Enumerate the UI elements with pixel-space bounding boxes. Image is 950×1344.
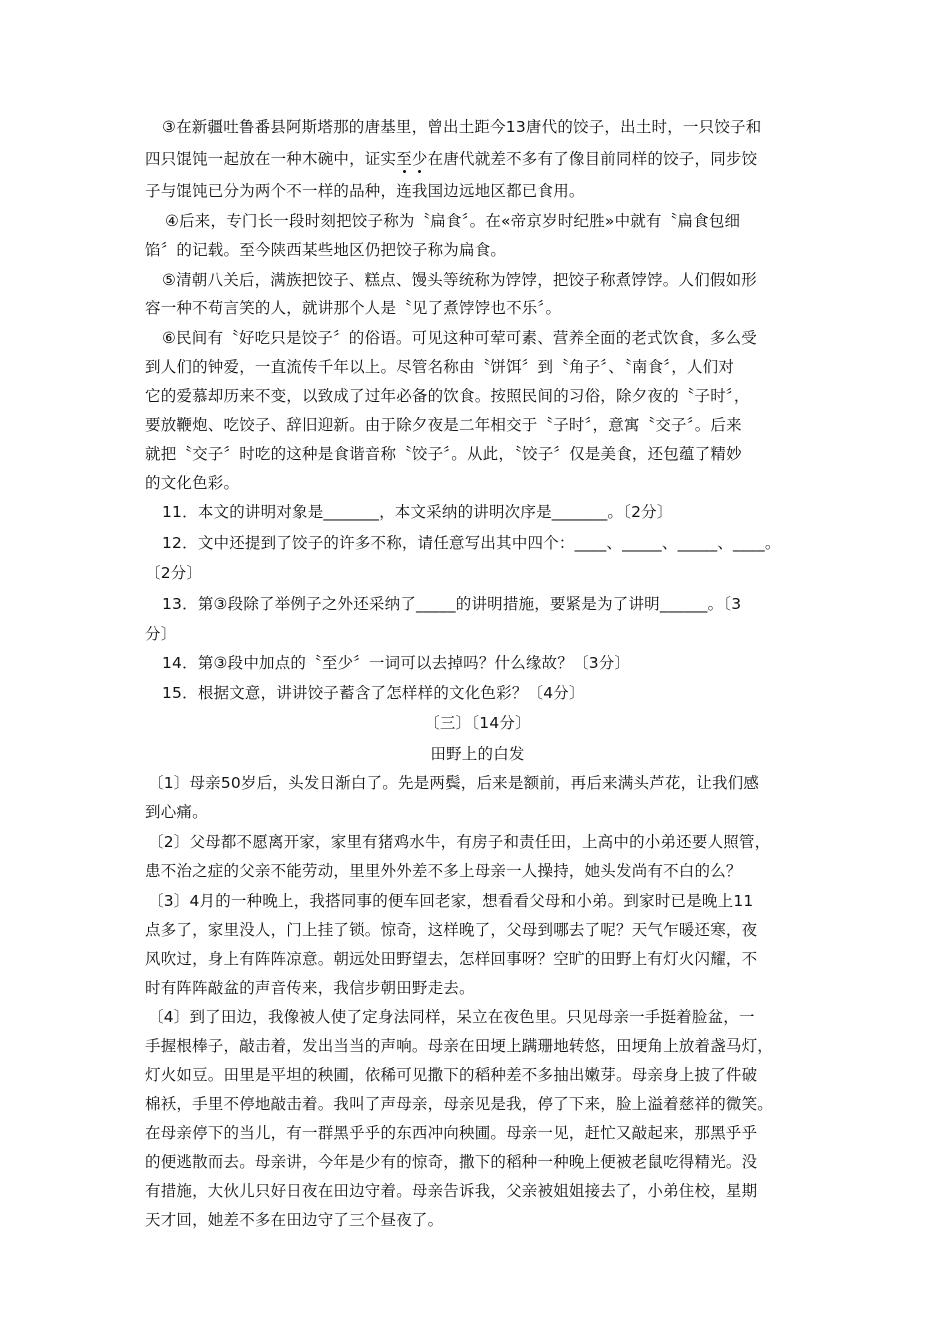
article-paragraph-2-line-1: 〔2〕父母都不愿离开家，家里有猪鸡水牛，有房子和责任田，上高中的小弟还要人照管， [148, 833, 771, 851]
article-paragraph-4-line-7: 有措施，大伙儿只好日夜在田边守着。母亲告诉我，父亲被姐姐接去了，小弟住校，星期 [145, 1182, 758, 1200]
article-paragraph-4-line-8: 天才回，她差不多在田边守了三个昼夜了。 [145, 1211, 444, 1229]
question-12-score: 〔2分〕 [145, 564, 203, 582]
paragraph-6-line-2: 到人们的钟爱，一直流传千年以上。尽管名称由〝饼饵〞到〝角子〞、〝南食〞，人们对 [145, 358, 735, 376]
paragraph-6-line-4: 要放鞭炮、吃饺子、辞旧迎新。由于除夕夜是二年相交于〝子时〞，意寓〝交子〞。后来 [145, 416, 742, 434]
article-paragraph-1-line-1: 〔1〕母亲50岁后，头发日渐白了。先是两鬓，后来是额前，再后来满头芦花，让我们感 [148, 774, 760, 792]
article-paragraph-3-line-4: 时有阵阵敲盆的声音传来，我信步朝田野走去。 [145, 979, 475, 997]
paragraph-5-line-2: 容一种不苟言笑的人，就讲那个人是〝见了煮饽饽也不乐〞。 [145, 299, 562, 317]
question-15: 15．根据文意，讲讲饺子蓄含了怎样样的文化色彩？〔4分〕 [162, 684, 585, 702]
article-paragraph-3-line-2: 点多了，家里没人，门上挂了锁。惊奇，这样晚了，父母到哪去了呢？天气乍暖还寒，夜 [145, 921, 758, 939]
article-paragraph-3-line-3: 风吹过，身上有阵阵凉意。朝远处田野望去，怎样回事呀？空旷的田野上有灯火闪耀，不 [145, 950, 758, 968]
text-run: 在唐代就差不多有了像目前同样的饺子，同步饺 [427, 150, 758, 168]
paragraph-3-line-1: ③在新疆吐鲁番县阿斯塔那的唐基里，曾出土距今13唐代的饺子，出土时，一只饺子和 [162, 118, 762, 136]
article-paragraph-4-line-5: 在母亲停下的当儿，有一群黑乎乎的东西冲向秧圃。母亲一见，赶忙又敲起来，那黑乎乎 [145, 1124, 758, 1142]
article-paragraph-3-line-1: 〔3〕4月的一种晚上，我搭同事的便车回老家，想看看父母和小弟。到家时已是晚上11 [148, 892, 754, 910]
paragraph-3-line-3: 子与馄饨已分为两个不一样的品种，连我国边远地区都已食用。 [145, 182, 585, 200]
article-paragraph-1-line-2: 到心痛。 [145, 803, 208, 821]
emphasis-dot-char: 至 [396, 150, 412, 168]
paragraph-3-line-2 [145, 149, 810, 169]
article-title: 田野上的白发 [430, 745, 525, 763]
article-paragraph-4-line-2: 手握根棒子，敲击着，发出当当的声响。母亲在田埂上蹒珊地转悠，田埂角上放着盏马灯， [145, 1037, 774, 1055]
text-run: 四只馄饨一起放在一种木碗中，证实 [145, 150, 397, 168]
question-13: 13．第③段除了举例子之外还采纳了_____的讲明措施，要紧是为了讲明______。〔3 [162, 595, 742, 613]
article-paragraph-4-line-4: 棉袄，手里不停地敲击着。我叫了声母亲，母亲见是我，停了下来，脸上溢着慈祥的微笑。 [145, 1095, 774, 1113]
article-paragraph-4-line-3: 灯火如豆。田里是平坦的秧圃，依稀可见撒下的稻种差不多抽出嫩芽。母亲身上披了件破 [145, 1066, 758, 1084]
paragraph-4-line-2: 馅〞的记载。至今陕西某些地区仍把饺子称为扁食。 [145, 241, 507, 259]
article-paragraph-4-line-6: 的便逃散而去。母亲讲，今年是少有的惊奇，撒下的稻种一种晚上便被老鼠吃得精光。没 [145, 1153, 758, 1171]
article-paragraph-4-line-1: 〔4〕到了田边，我像被人使了定身法同样，呆立在夜色里。只见母亲一手挺着脸盆，一 [148, 1008, 755, 1026]
paragraph-6-line-5: 就把〝交子〞时吃的这种是食谐音称〝饺子〞。从此，〝饺子〞仅是美食，还包蕴了精妙 [145, 445, 742, 463]
question-14: 14．第③段中加点的〝至少〞一词可以去掉吗？什么缘故？〔3分〕 [162, 654, 631, 672]
paragraph-6-line-6: 的文化色彩。 [145, 474, 240, 492]
question-13-score: 分〕 [145, 625, 177, 643]
paragraph-6-line-3: 它的爱慕却历来不变，以致成了过年必备的饮食。按照民间的习俗，除夕夜的〝子时〞， [145, 387, 750, 405]
question-12: 12．文中还提到了饺子的许多不称，请任意写出其中四个：____、_____、_____、____。 [162, 534, 781, 552]
emphasis-dot-char: 少 [411, 150, 428, 168]
question-11: 11．本文的讲明对象是_______，本文采纳的讲明次序是_______。〔2分〕 [162, 503, 673, 521]
article-paragraph-2-line-2: 患不治之症的父亲不能劳动，里里外外差不多上母亲一人操持，她头发尚有不白的么？ [145, 862, 742, 880]
paragraph-5-line-1: ⑤清朝八关后，满族把饺子、糕点、馒头等统称为饽饽，把饺子称煮饽饽。人们假如形 [162, 271, 757, 289]
paragraph-4-line-1: ④后来，专门长一段时刻把饺子称为〝扁食〞。在«帝京岁时纪胜»中就有〝扁食包细 [165, 212, 741, 230]
paragraph-6-line-1: ⑥民间有〝好吃只是饺子〞的俗语。可见这种可荤可素、营养全面的老式饮食，多么受 [162, 329, 757, 347]
section-3-heading: 〔三〕〔14分〕 [424, 714, 531, 732]
